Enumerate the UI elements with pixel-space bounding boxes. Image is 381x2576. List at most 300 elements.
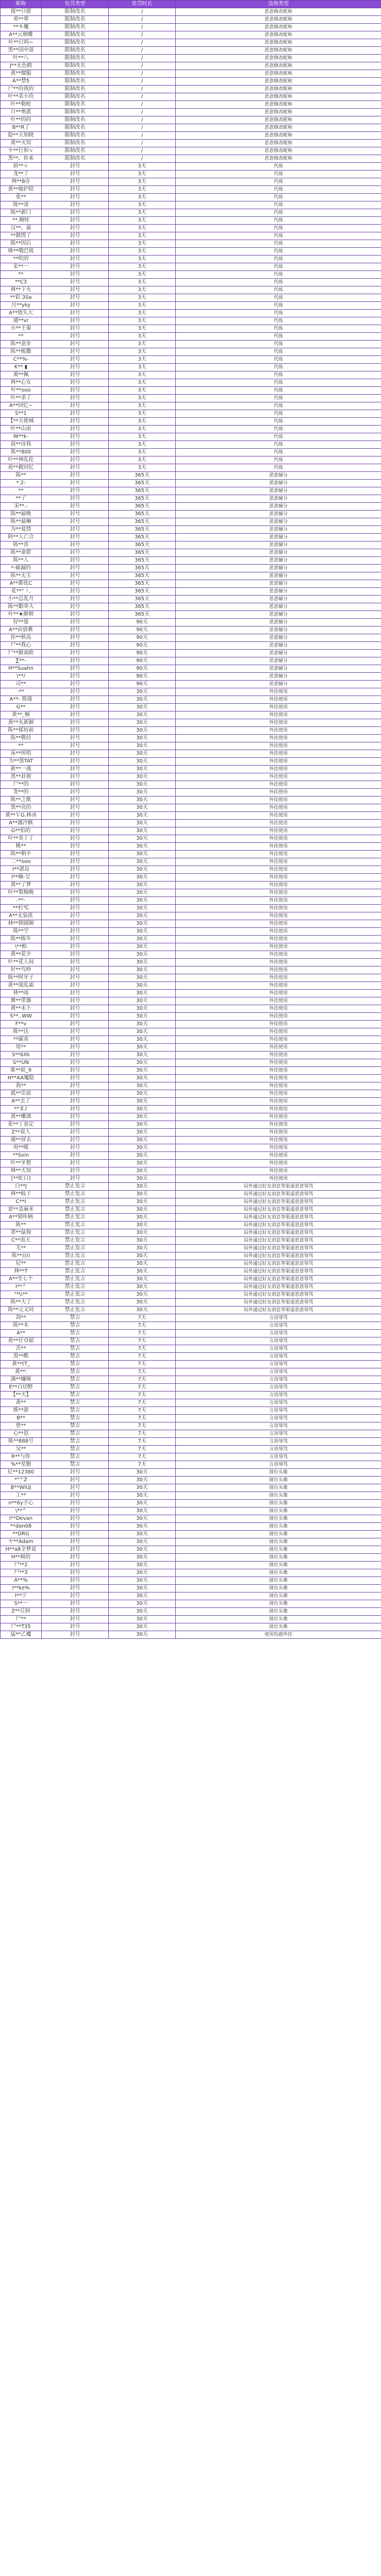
cell-violation-type: 外挂使用	[176, 1052, 381, 1059]
cell-nickname: *-破漏的	[1, 565, 42, 572]
cell-violation-type: 恶意辅分	[176, 518, 381, 526]
cell-penalty-type: 封号	[42, 750, 109, 758]
cell-penalty-duration: 7天	[109, 1376, 176, 1384]
cell-penalty-duration: 30天	[109, 1160, 176, 1167]
table-row	[1, 1113, 381, 1121]
cell-violation-type: 排位头像	[176, 1492, 381, 1500]
cell-nickname: 小**总乱月	[1, 596, 42, 603]
table-row	[1, 1137, 381, 1144]
cell-penalty-duration: 365天	[109, 495, 176, 503]
cell-violation-type: 局外通过好友消息等渠道恶意辱骂	[176, 1268, 381, 1276]
cell-penalty-duration: 30天	[109, 858, 176, 866]
cell-penalty-type: 封号	[42, 1554, 109, 1562]
cell-penalty-type: 封号	[42, 936, 109, 943]
cell-penalty-duration: 30天	[109, 1013, 176, 1021]
cell-nickname: 黄**花夕	[1, 951, 42, 959]
cell-penalty-type: 封号	[42, 665, 109, 673]
cell-violation-type: 外挂使用	[176, 990, 381, 997]
cell-nickname: 张**丁卷定	[1, 1121, 42, 1129]
cell-nickname: 龙**了	[1, 171, 42, 178]
cell-penalty-duration: 3天	[109, 217, 176, 225]
table-row	[1, 1384, 381, 1392]
cell-nickname: 舞**带器	[1, 997, 42, 1005]
cell-nickname: **碳查	[1, 1036, 42, 1044]
cell-violation-type: 恶意辅分	[176, 526, 381, 534]
cell-penalty-type: 限制改名	[42, 16, 109, 24]
cell-penalty-duration: 30天	[109, 1585, 176, 1592]
table-row	[1, 665, 381, 673]
cell-nickname: 桃**	[1, 843, 42, 851]
table-row	[1, 1214, 381, 1222]
cell-penalty-type: 限制改名	[42, 62, 109, 70]
cell-violation-type: 代练	[176, 418, 381, 426]
cell-penalty-type: 封号	[42, 1075, 109, 1082]
cell-nickname: 尸**	[1, 1616, 42, 1623]
table-row	[1, 1252, 381, 1260]
cell-violation-type: 外挂使用	[176, 781, 381, 789]
cell-nickname: 林**雨	[1, 990, 42, 997]
cell-nickname: 尸**我心	[1, 642, 42, 650]
table-row	[1, 147, 381, 155]
cell-penalty-type: 封号	[42, 912, 109, 920]
table-row	[1, 186, 381, 194]
cell-penalty-type: 禁言	[42, 1330, 109, 1337]
cell-penalty-type: 禁止发言	[42, 1214, 109, 1222]
cell-nickname: **dan08	[1, 1523, 42, 1531]
cell-nickname: **了	[1, 495, 42, 503]
table-row	[1, 456, 381, 464]
cell-violation-type: 外挂使用	[176, 812, 381, 820]
cell-penalty-duration: 30天	[109, 997, 176, 1005]
cell-penalty-duration: /	[109, 86, 176, 93]
table-row	[1, 518, 381, 526]
cell-penalty-type: 封号	[42, 897, 109, 905]
cell-penalty-type: 限制改名	[42, 86, 109, 93]
cell-penalty-type: 封号	[42, 851, 109, 858]
cell-nickname: 陈**喜	[1, 541, 42, 549]
cell-nickname: **吹的	[1, 256, 42, 263]
cell-violation-type: 外挂使用	[176, 943, 381, 951]
table-row	[1, 1562, 381, 1569]
cell-penalty-type: 封号	[42, 557, 109, 565]
cell-penalty-type: 封号	[42, 1090, 109, 1098]
cell-violation-type: 外挂使用	[176, 789, 381, 796]
cell-penalty-duration: 30天	[109, 1268, 176, 1276]
cell-penalty-type: 限制改名	[42, 31, 109, 39]
cell-nickname: 尸**T35	[1, 1623, 42, 1631]
cell-penalty-duration: 30天	[109, 1531, 176, 1538]
cell-penalty-type: 封号	[42, 820, 109, 827]
cell-penalty-duration: 30天	[109, 804, 176, 812]
cell-penalty-type: 封号	[42, 858, 109, 866]
cell-violation-type: 排位头像	[176, 1546, 381, 1554]
cell-penalty-type: 封号	[42, 1492, 109, 1500]
cell-nickname: 陈**陈年	[1, 936, 42, 943]
cell-penalty-type: 封号	[42, 1129, 109, 1137]
cell-penalty-duration: 3天	[109, 356, 176, 364]
table-row	[1, 279, 381, 286]
cell-penalty-duration: 365天	[109, 611, 176, 619]
cell-penalty-duration: 30天	[109, 920, 176, 928]
cell-penalty-duration: 3天	[109, 279, 176, 286]
cell-penalty-duration: 3天	[109, 271, 176, 279]
cell-penalty-type: 禁止发言	[42, 1183, 109, 1191]
cell-penalty-duration: 30天	[109, 1106, 176, 1113]
cell-penalty-type: 封号	[42, 286, 109, 294]
cell-penalty-duration: 365天	[109, 588, 176, 596]
cell-penalty-type: 封号	[42, 1013, 109, 1021]
cell-penalty-type: 禁止发言	[42, 1229, 109, 1237]
table-row	[1, 1531, 381, 1538]
cell-nickname: 陈**最晚	[1, 511, 42, 518]
cell-violation-type: 恶意辅分	[176, 657, 381, 665]
cell-penalty-duration: 30天	[109, 1291, 176, 1299]
cell-violation-type: 排位头像	[176, 1484, 381, 1492]
table-row	[1, 317, 381, 325]
cell-penalty-duration: 30天	[109, 974, 176, 982]
cell-penalty-type: 封号	[42, 256, 109, 263]
cell-violation-type: 恶意辅分	[176, 549, 381, 557]
cell-penalty-duration: 3天	[109, 418, 176, 426]
cell-violation-type: 恶意修改昵称	[176, 55, 381, 62]
table-row	[1, 1415, 381, 1422]
cell-violation-type: 代练	[176, 248, 381, 256]
cell-violation-type: 恶意辅分	[176, 534, 381, 541]
cell-penalty-duration: /	[109, 39, 176, 47]
table-row	[1, 1021, 381, 1028]
cell-penalty-duration: 30天	[109, 943, 176, 951]
cell-penalty-duration: 30天	[109, 874, 176, 882]
cell-violation-type: 代练	[176, 449, 381, 456]
table-row	[1, 171, 381, 178]
table-row	[1, 541, 381, 549]
cell-nickname: **	[1, 271, 42, 279]
cell-nickname: 宋**一	[1, 263, 42, 271]
cell-violation-type: 局外通过好友消息等渠道恶意辱骂	[176, 1245, 381, 1252]
cell-penalty-type: 封号	[42, 1538, 109, 1546]
cell-penalty-type: 封号	[42, 866, 109, 874]
cell-penalty-duration: 30天	[109, 1538, 176, 1546]
cell-violation-type: 外挂使用	[176, 1106, 381, 1113]
table-row	[1, 1245, 381, 1252]
cell-penalty-type: 封号	[42, 503, 109, 511]
cell-violation-type: 外挂使用	[176, 1044, 381, 1052]
cell-penalty-duration: 30天	[109, 1546, 176, 1554]
cell-penalty-type: 封号	[42, 812, 109, 820]
cell-nickname: 陈**人	[1, 557, 42, 565]
cell-nickname: \**/	[1, 673, 42, 681]
cell-nickname: 陈**达	[1, 1028, 42, 1036]
cell-violation-type: 言语辱骂	[176, 1461, 381, 1469]
cell-violation-type: 代练	[176, 178, 381, 186]
cell-penalty-duration: 3天	[109, 232, 176, 240]
cell-penalty-type: 封号	[42, 1469, 109, 1477]
cell-penalty-duration: 365天	[109, 518, 176, 526]
cell-penalty-type: 封号	[42, 673, 109, 681]
cell-violation-type: 排位头像	[176, 1600, 381, 1608]
cell-nickname: **Sxin	[1, 1152, 42, 1160]
cell-penalty-type: 封号	[42, 178, 109, 186]
cell-penalty-type: 封号	[42, 1167, 109, 1175]
cell-nickname: J**无色鹤	[1, 62, 42, 70]
table-row	[1, 773, 381, 781]
table-row	[1, 201, 381, 209]
cell-nickname: 黄**未卜	[1, 1005, 42, 1013]
cell-penalty-type: 封号	[42, 943, 109, 951]
cell-penalty-duration: 30天	[109, 1283, 176, 1291]
cell-violation-type: 排位头像	[176, 1554, 381, 1562]
cell-penalty-type: 封号	[42, 1144, 109, 1152]
cell-penalty-type: 封号	[42, 1121, 109, 1129]
table-row	[1, 1044, 381, 1052]
cell-penalty-type: 封号	[42, 1577, 109, 1585]
cell-violation-type: 代练	[176, 371, 381, 379]
cell-penalty-duration: 30天	[109, 1600, 176, 1608]
cell-penalty-duration: /	[109, 55, 176, 62]
cell-penalty-type: 禁止发言	[42, 1268, 109, 1276]
cell-penalty-duration: 30天	[109, 727, 176, 735]
cell-penalty-type: 封号	[42, 348, 109, 356]
table-row	[1, 1322, 381, 1330]
cell-nickname: 床**所唱	[1, 750, 42, 758]
cell-penalty-type: 封号	[42, 186, 109, 194]
cell-penalty-duration: 30天	[109, 1090, 176, 1098]
cell-violation-type: 恶意辅分	[176, 673, 381, 681]
cell-penalty-type: 禁止发言	[42, 1191, 109, 1198]
cell-penalty-duration: /	[109, 116, 176, 124]
cell-nickname: 为**爱情	[1, 526, 42, 534]
cell-violation-type: 代练	[176, 171, 381, 178]
cell-penalty-duration: 365天	[109, 541, 176, 549]
table-row	[1, 16, 381, 24]
table-row	[1, 827, 381, 835]
cell-penalty-type: 禁止发言	[42, 1299, 109, 1307]
cell-penalty-type: 封号	[42, 711, 109, 719]
table-row	[1, 1229, 381, 1237]
table-row	[1, 124, 381, 132]
cell-penalty-type: 禁止发言	[42, 1252, 109, 1260]
cell-penalty-duration: 30天	[109, 851, 176, 858]
cell-nickname: 苦**	[1, 1345, 42, 1353]
cell-violation-type: 外挂使用	[176, 1082, 381, 1090]
cell-penalty-type: 禁言	[42, 1337, 109, 1345]
cell-penalty-type: 封号	[42, 889, 109, 897]
cell-nickname: S**..WW	[1, 1013, 42, 1021]
cell-penalty-type: 封号	[42, 364, 109, 371]
cell-violation-type: 外挂使用	[176, 1021, 381, 1028]
cell-nickname: 林**心女	[1, 379, 42, 387]
table-row	[1, 441, 381, 449]
cell-penalty-duration: 365天	[109, 557, 176, 565]
table-row	[1, 511, 381, 518]
cell-penalty-duration: 3天	[109, 441, 176, 449]
cell-violation-type: 恶意修改昵称	[176, 147, 381, 155]
cell-nickname: 叶**梨梅晚	[1, 889, 42, 897]
cell-nickname: A**	[1, 1330, 42, 1337]
cell-penalty-type: 封号	[42, 1631, 109, 1639]
cell-penalty-type: 封号	[42, 951, 109, 959]
cell-penalty-duration: 7天	[109, 1438, 176, 1446]
cell-violation-type: 外挂使用	[176, 959, 381, 967]
cell-nickname: **キ魔	[1, 24, 42, 31]
cell-nickname: 黄**擅服	[1, 70, 42, 78]
cell-penalty-type: 封号	[42, 603, 109, 611]
cell-penalty-duration: 365天	[109, 503, 176, 511]
cell-penalty-type: 封号	[42, 1052, 109, 1059]
cell-violation-type: 外挂使用	[176, 766, 381, 773]
cell-nickname: 黄**灭知	[1, 140, 42, 147]
cell-violation-type: 局外通过好友消息等渠道恶意辱骂	[176, 1237, 381, 1245]
cell-nickname: -**	[1, 688, 42, 696]
cell-nickname: A**至七个	[1, 1276, 42, 1283]
table-row	[1, 642, 381, 650]
cell-penalty-type: 封号	[42, 619, 109, 626]
cell-penalty-duration: 30天	[109, 889, 176, 897]
table-row	[1, 1237, 381, 1245]
cell-violation-type: 代练	[176, 356, 381, 364]
cell-penalty-duration: 30天	[109, 1129, 176, 1137]
cell-penalty-type: 封号	[42, 696, 109, 704]
cell-penalty-type: 封号	[42, 1160, 109, 1167]
cell-violation-type: 言语辱骂	[176, 1345, 381, 1353]
cell-nickname: 尸**2	[1, 1562, 42, 1569]
cell-penalty-type: 禁言	[42, 1399, 109, 1407]
cell-violation-type: 排位头像	[176, 1477, 381, 1484]
cell-violation-type: 言语辱骂	[176, 1384, 381, 1392]
cell-nickname: 工**	[1, 1492, 42, 1500]
cell-violation-type: 外挂使用	[176, 758, 381, 766]
table-row	[1, 8, 381, 16]
table-row	[1, 704, 381, 711]
cell-violation-type: 恶意修改昵称	[176, 39, 381, 47]
cell-penalty-type: 封号	[42, 681, 109, 688]
cell-penalty-type: 封号	[42, 742, 109, 750]
cell-penalty-duration: 30天	[109, 1577, 176, 1585]
cell-violation-type: 局外通过好友消息等渠道恶意辱骂	[176, 1214, 381, 1222]
cell-nickname: 叶**杀小玖	[1, 93, 42, 101]
cell-penalty-type: 封号	[42, 387, 109, 395]
cell-violation-type: 恶意修改昵称	[176, 132, 381, 140]
table-row	[1, 1198, 381, 1206]
cell-violation-type: 恶意辅分	[176, 557, 381, 565]
cell-violation-type: 恶意辅分	[176, 495, 381, 503]
table-row	[1, 163, 381, 171]
table-row	[1, 858, 381, 866]
table-row	[1, 1554, 381, 1562]
cell-nickname: 邓**翠	[1, 16, 42, 24]
cell-violation-type: 恶意修改昵称	[176, 78, 381, 86]
table-row	[1, 116, 381, 124]
cell-penalty-duration: 30天	[109, 897, 176, 905]
table-row	[1, 1206, 381, 1214]
table-row	[1, 449, 381, 456]
cell-penalty-duration: 3天	[109, 371, 176, 379]
cell-violation-type: 恶意辅分	[176, 541, 381, 549]
table-row	[1, 1175, 381, 1183]
cell-penalty-type: 封号	[42, 1477, 109, 1484]
cell-penalty-type: 封号	[42, 1616, 109, 1623]
cell-penalty-type: 封号	[42, 1562, 109, 1569]
cell-nickname: 陈**800	[1, 449, 42, 456]
cell-nickname: 陈**无宝	[1, 572, 42, 580]
cell-penalty-type: 封号	[42, 997, 109, 1005]
table-row	[1, 1600, 381, 1608]
cell-penalty-duration: 7天	[109, 1407, 176, 1415]
cell-penalty-type: 封号	[42, 310, 109, 317]
table-row	[1, 232, 381, 240]
cell-violation-type: 外挂使用	[176, 804, 381, 812]
cell-violation-type: 排位头像	[176, 1577, 381, 1585]
cell-nickname: 黄**:	[1, 1368, 42, 1376]
cell-nickname: A**- 简漫	[1, 696, 42, 704]
cell-nickname: ヤ**巨和ｖ	[1, 147, 42, 155]
cell-nickname: 叶**美丁丁	[1, 835, 42, 843]
cell-penalty-duration: 3天	[109, 426, 176, 433]
cell-nickname: 黑**亮的	[1, 804, 42, 812]
cell-penalty-type: 封号	[42, 565, 109, 572]
table-row	[1, 47, 381, 55]
table-row	[1, 1592, 381, 1600]
cell-violation-type: 恶意辅分	[176, 565, 381, 572]
cell-violation-type: 言语辱骂	[176, 1330, 381, 1337]
cell-penalty-duration: 30天	[109, 1484, 176, 1492]
table-row	[1, 557, 381, 565]
cell-violation-type: 外挂使用	[176, 928, 381, 936]
table-row	[1, 603, 381, 611]
cell-violation-type: 恶意修改昵称	[176, 31, 381, 39]
table-row	[1, 1067, 381, 1075]
cell-penalty-type: 封号	[42, 464, 109, 472]
header-violation-type: 违规类型	[176, 1, 381, 8]
table-row	[1, 310, 381, 317]
cell-violation-type: 代练	[176, 426, 381, 433]
table-row	[1, 750, 381, 758]
cell-penalty-type: 禁止发言	[42, 1291, 109, 1299]
cell-nickname: 黑**酷	[1, 1353, 42, 1361]
cell-nickname: 陈**	[1, 472, 42, 480]
cell-penalty-type: 禁言	[42, 1430, 109, 1438]
cell-violation-type: 言语辱骂	[176, 1361, 381, 1368]
cell-penalty-duration: 30天	[109, 1144, 176, 1152]
cell-violation-type: 恶意辅分	[176, 503, 381, 511]
table-row	[1, 464, 381, 472]
cell-nickname: 夜**救回忆	[1, 464, 42, 472]
cell-penalty-duration: 3天	[109, 410, 176, 418]
cell-penalty-type: 封号	[42, 727, 109, 735]
cell-nickname: G**拍的	[1, 827, 42, 835]
cell-penalty-duration: 3天	[109, 294, 176, 302]
cell-penalty-type: 禁言	[42, 1384, 109, 1392]
cell-violation-type: 外挂使用	[176, 1036, 381, 1044]
table-row	[1, 1106, 381, 1113]
cell-penalty-duration: 7天	[109, 1345, 176, 1353]
cell-nickname: S**6Xk	[1, 1052, 42, 1059]
cell-nickname: 尤**	[1, 1245, 42, 1252]
cell-penalty-duration: 30天	[109, 1098, 176, 1106]
table-row	[1, 1608, 381, 1616]
table-row	[1, 727, 381, 735]
cell-penalty-type: 封号	[42, 1608, 109, 1616]
cell-penalty-duration: 30天	[109, 766, 176, 773]
cell-nickname: 叶**★颜朝	[1, 611, 42, 619]
cell-nickname: 陈**最嘛	[1, 518, 42, 526]
table-row	[1, 681, 381, 688]
cell-nickname: 叶**神乱伦	[1, 456, 42, 464]
table-row	[1, 402, 381, 410]
table-row	[1, 1569, 381, 1577]
cell-nickname: **	[1, 487, 42, 495]
cell-nickname: n**6y予心	[1, 1500, 42, 1507]
